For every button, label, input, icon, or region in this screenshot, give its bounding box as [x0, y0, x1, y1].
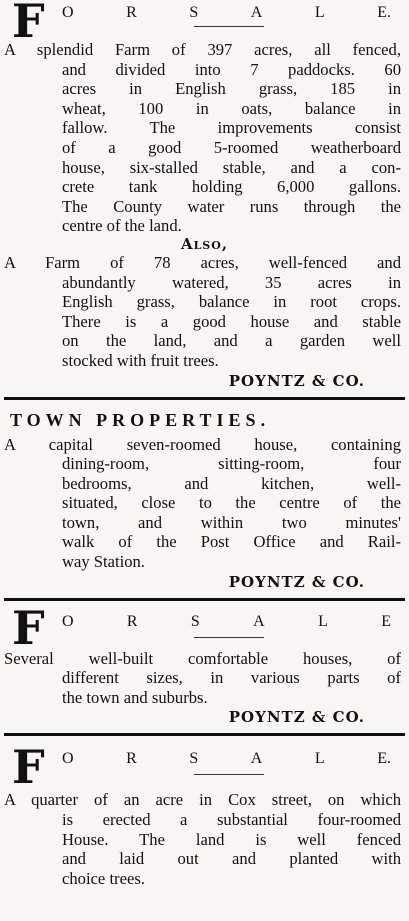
text-line: situated, close to the centre of the — [62, 493, 401, 513]
text-line: different sizes, in various parts of — [62, 668, 401, 688]
advert-heading — [4, 0, 405, 48]
text-line: and divided into 7 paddocks. 60 — [62, 59, 401, 79]
text-line: A splendid Farm of 397 acres, all fenced, — [4, 40, 401, 59]
heading-rule — [194, 26, 264, 27]
heading-letter: S — [189, 4, 199, 21]
heading-letter: S — [189, 750, 199, 768]
advert-body — [4, 649, 405, 708]
advert-body — [4, 435, 405, 572]
text-line: the town and suburbs. — [62, 687, 208, 707]
advert-heading — [4, 740, 405, 795]
heading-letter: A — [250, 4, 263, 21]
text-line: walk of the Post Office and Rail- — [62, 532, 401, 552]
drop-cap: F — [12, 0, 45, 48]
advertiser-signature: POYNTZ & CO. — [228, 572, 365, 591]
text-line: is erected a substantial four-roomed — [62, 810, 401, 830]
drop-cap: F — [12, 600, 45, 655]
text-line: of a good 5-roomed weatherboard — [62, 137, 401, 157]
text-line: Several well-built comfortable houses, of — [4, 648, 401, 668]
text-line: bedrooms, and kitchen, well- — [62, 473, 401, 493]
text-line: fallow. The improvements consist — [62, 118, 401, 138]
text-line: house, six-stalled stable, and a con- — [62, 157, 401, 177]
advert-land-for-sale — [4, 742, 405, 888]
text-line: English grass, balance in root crops. — [62, 292, 401, 312]
heading-letters — [62, 613, 391, 631]
text-line: centre of the land. — [62, 216, 182, 236]
text-line: and laid out and planted with — [62, 849, 401, 869]
drop-cap: F — [12, 740, 45, 795]
text-line: way Station. — [62, 552, 145, 572]
text-line: crete tank holding 6,000 gallons. — [62, 177, 401, 197]
column-divider — [4, 397, 405, 400]
heading-rule — [194, 774, 264, 775]
advert-body-second — [4, 253, 405, 371]
text-line: There is a good house and stable — [62, 311, 401, 331]
heading-letter: L — [314, 750, 325, 768]
advert-town-properties — [4, 406, 405, 592]
heading-letter: R — [126, 4, 137, 21]
text-line: A quarter of an acre in Cox street, on which — [4, 790, 401, 810]
advert-houses-for-sale — [4, 600, 405, 728]
heading-rule — [194, 637, 264, 638]
heading-letter: E — [381, 612, 391, 630]
heading-letter: E. — [377, 4, 391, 21]
text-line: dining-room, sitting-room, four — [62, 454, 401, 474]
heading-letter: L — [318, 612, 328, 630]
advertiser-signature: POYNTZ & CO. — [228, 708, 365, 727]
heading-letter: A — [250, 750, 263, 768]
advert-heading — [4, 600, 405, 655]
text-line: wheat, 100 in oats, balance in — [62, 98, 401, 118]
advert-body — [4, 790, 405, 888]
advert-farm-for-sale — [4, 0, 405, 391]
heading-letter: O — [62, 750, 74, 768]
text-line: town, and within two minutes' — [62, 512, 401, 532]
heading-letter: O — [62, 4, 74, 21]
heading-letter: S — [190, 612, 200, 630]
advert-heading: TOWN PROPERTIES. — [10, 409, 271, 430]
text-line: choice trees. — [62, 868, 145, 888]
column-divider — [4, 733, 405, 736]
text-line: House. The land is well fenced — [62, 829, 401, 849]
advert-body — [4, 40, 405, 236]
text-line: abundantly watered, 35 acres in — [62, 272, 401, 292]
advertiser-signature: POYNTZ & CO. — [228, 371, 365, 390]
also-label: Also, — [180, 234, 229, 253]
heading-letter: E. — [377, 750, 391, 768]
text-line: A Farm of 78 acres, well-fenced and — [4, 252, 401, 272]
heading-letter: L — [314, 4, 325, 21]
text-line: stocked with fruit trees. — [62, 350, 219, 370]
text-line: The County water runs through the — [62, 196, 401, 216]
heading-letters — [62, 750, 391, 768]
text-line: A capital seven-roomed house, containing — [4, 434, 401, 454]
text-line: acres in English grass, 185 in — [62, 79, 401, 99]
heading-letter: R — [126, 612, 138, 630]
text-line: on the land, and a garden well — [62, 331, 401, 351]
heading-letter: O — [62, 612, 74, 630]
column-divider — [4, 598, 405, 601]
heading-letter: A — [253, 612, 265, 630]
heading-letters — [62, 4, 391, 22]
heading-letter: R — [126, 750, 137, 768]
